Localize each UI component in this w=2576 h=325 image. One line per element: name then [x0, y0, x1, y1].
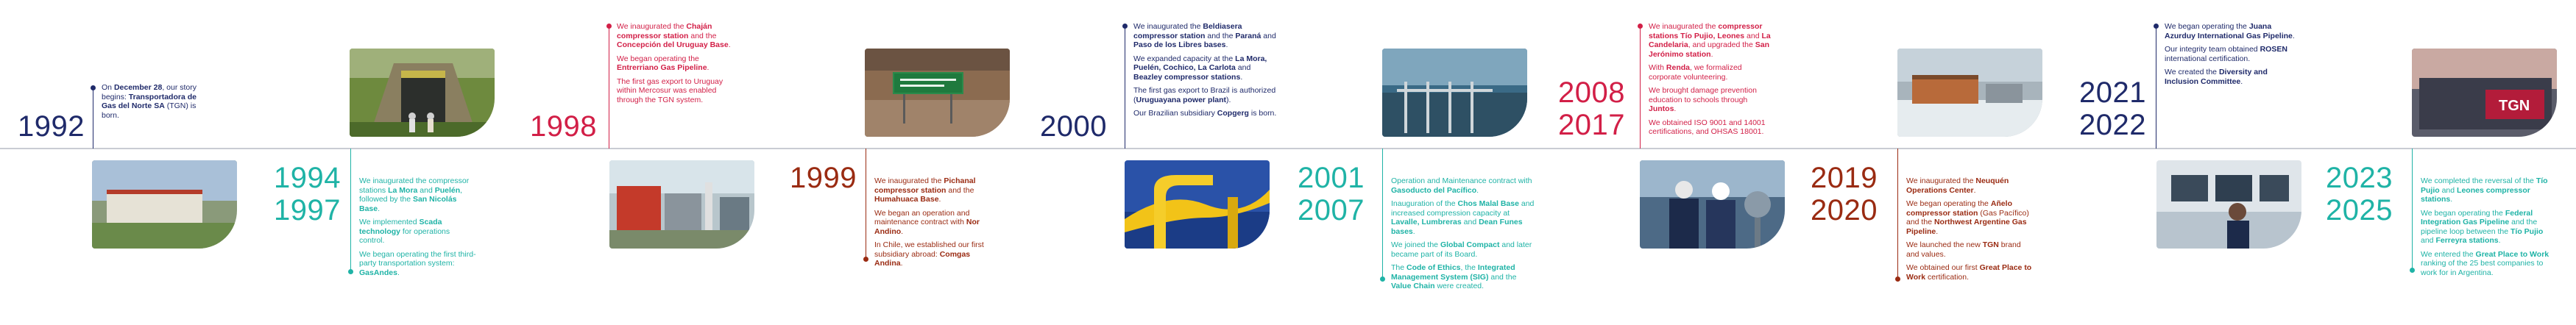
event-highlight: Neuquén Operations Center	[1906, 176, 2009, 195]
event-text: We inaugurated the	[1133, 22, 1203, 31]
event-text: We began operating the	[2421, 208, 2505, 218]
event-text: In Chile, we established our first subsidiary abroad:	[874, 240, 984, 259]
event-text: We inaugurated the	[1906, 176, 1976, 185]
year-range-2001-2007: 2001 2007	[1298, 162, 1365, 226]
year-1992: 1992	[18, 110, 85, 143]
photo-industrial-1998	[609, 160, 754, 249]
event-text: We inaugurated the	[1649, 22, 1719, 31]
event-highlight: Federal Integration Gas Pipeline	[2421, 208, 2533, 226]
event-text: .	[2450, 195, 2453, 204]
event-text: With	[1649, 63, 1666, 72]
event-highlight: Paraná	[1235, 31, 1262, 40]
event-highlight: ROSEN	[2260, 45, 2287, 54]
event-text: and	[1461, 218, 1479, 226]
stem-2001	[1382, 149, 1383, 279]
event-highlight: Juntos	[1649, 104, 1674, 113]
event-text: .	[1973, 185, 1976, 195]
event-text: and the	[688, 31, 717, 40]
event-paragraph	[1391, 176, 1538, 195]
photo-tgn-truck	[2412, 49, 2557, 137]
event-text: .	[1412, 226, 1415, 236]
event-highlight: Copgerg	[1217, 109, 1249, 118]
event-highlight: Tío Pujio	[2421, 176, 2548, 195]
event-text: We implemented	[359, 218, 420, 226]
timeline-axis	[0, 148, 2576, 149]
stem-2019	[1897, 149, 1898, 279]
event-text: .	[2292, 31, 2295, 40]
event-text: We inaugurated the compressor stations	[359, 176, 470, 195]
event-text: .	[1936, 226, 1939, 236]
event-text: Operation and Maintenance contract with	[1391, 176, 1532, 185]
event-text: We entered the	[2421, 249, 2476, 259]
event-text: .	[2240, 76, 2243, 86]
event-text: .	[707, 63, 710, 72]
photo-office-worker	[2156, 160, 2301, 249]
event-text: We began operating the first third-party transportation system:	[359, 249, 476, 268]
event-highlight: Transportadora de Gas del Norte SA	[102, 92, 197, 110]
photo-facility-top	[1382, 49, 1527, 137]
year-1998: 1998	[530, 110, 597, 143]
event-paragraph	[2165, 45, 2297, 63]
event-highlight: Global Compact	[1440, 240, 1500, 249]
event-text-2001	[1391, 176, 1538, 296]
event-text: .	[2498, 236, 2501, 245]
event-highlight: La Candelaria	[1649, 31, 1771, 49]
event-paragraph	[874, 240, 985, 268]
photo-compressor-1994	[92, 160, 237, 249]
event-paragraph	[2421, 209, 2557, 246]
event-text: (Gas Pacífico) and the	[1906, 208, 2029, 226]
event-text: and	[1235, 63, 1251, 72]
event-text: , followed by the	[359, 185, 463, 204]
event-highlight: Value Chain	[1391, 282, 1435, 290]
event-text: On	[102, 83, 114, 92]
event-text: .	[938, 195, 941, 204]
event-paragraph	[1391, 199, 1538, 236]
year-range-2008-2017: 2008 2017	[1558, 76, 1625, 141]
event-text: We began operating the	[617, 54, 699, 63]
dot-2000	[1122, 24, 1128, 29]
event-text: and the pipeline loop between the	[2421, 218, 2538, 236]
event-paragraph	[1133, 54, 1281, 82]
event-highlight: Concepción del Uruguay Base	[617, 40, 729, 49]
dot-2001	[1380, 276, 1385, 282]
event-highlight: Humahuaca Base	[874, 195, 939, 204]
event-highlight: Comgas Andina	[874, 249, 971, 268]
event-paragraph	[617, 54, 735, 73]
event-text: .	[378, 204, 381, 213]
event-text: We launched the new	[1906, 240, 1983, 249]
year-2000: 2000	[1040, 110, 1107, 143]
event-text: certification.	[1925, 272, 1970, 282]
event-paragraph	[1649, 63, 1774, 82]
event-highlight: Pichanal compressor station	[874, 176, 976, 195]
event-highlight: December 28	[113, 83, 163, 92]
photo-snowy-plant	[1897, 49, 2042, 137]
event-text-2021	[2165, 22, 2297, 90]
event-paragraph	[1391, 263, 1538, 291]
event-text-1999	[874, 176, 985, 273]
event-text: The first gas export to Uruguay within Mercosur was enabled through the TGN system.	[617, 76, 723, 104]
event-highlight: Tío Pujio	[2510, 226, 2544, 236]
event-text: We inaugurated the	[617, 22, 687, 31]
event-highlight: La Mora	[388, 185, 418, 195]
event-text: The first gas export to Brazil is authorized (	[1133, 86, 1276, 104]
event-text-2023	[2421, 176, 2557, 282]
event-highlight: Great Place to Work	[1906, 263, 2032, 282]
event-paragraph	[1906, 240, 2035, 259]
event-highlight: Entrerriano Gas Pipeline	[617, 63, 707, 72]
event-text: .	[1225, 40, 1228, 49]
event-paragraph	[1133, 86, 1281, 104]
event-paragraph	[874, 209, 985, 237]
event-highlight: TGN	[1982, 240, 1999, 249]
event-highlight: Dean Funes bases	[1391, 218, 1523, 236]
event-text: (TGN) is born.	[102, 101, 197, 120]
event-text: Our integrity team obtained	[2165, 45, 2260, 54]
event-text: and the	[1488, 272, 1517, 282]
event-paragraph	[1391, 240, 1538, 259]
event-paragraph	[1906, 263, 2035, 282]
dot-2019	[1895, 276, 1900, 282]
event-text: .	[397, 268, 400, 277]
event-highlight: Integrated Management System (SIG)	[1391, 263, 1515, 282]
dot-1999	[863, 257, 868, 262]
event-paragraph	[1133, 109, 1281, 118]
photo-workers	[1640, 160, 1785, 249]
year-range-1994-1997: 1994 1997	[274, 162, 341, 226]
event-paragraph	[1649, 86, 1774, 114]
event-highlight: Juana Azurduy International Gas Pipeline	[2165, 22, 2293, 40]
event-text: We began operating the	[1906, 199, 1991, 208]
event-text: were created.	[1434, 282, 1485, 290]
event-paragraph	[2165, 68, 2297, 86]
stem-2023	[2412, 149, 2413, 271]
event-text: brand and values.	[1906, 240, 2021, 259]
event-highlight: Puelén	[434, 185, 461, 195]
event-text: ranking of the 25 best companies to work for in Argentina.	[2421, 259, 2544, 277]
dot-1992	[91, 85, 96, 90]
event-text-1998	[617, 22, 735, 109]
photo-facility-gate	[350, 49, 495, 137]
dot-1998	[606, 24, 612, 29]
dot-1994	[348, 269, 353, 274]
photo-yellow-pipes	[1125, 160, 1270, 249]
event-text: .	[728, 40, 731, 49]
dot-2008	[1638, 24, 1643, 29]
event-text: .	[1710, 49, 1713, 59]
event-text: and the	[1205, 31, 1236, 40]
event-text: We obtained our first	[1906, 263, 1980, 272]
event-paragraph	[359, 218, 477, 246]
event-text: .	[1240, 72, 1243, 82]
event-text: , our story begins:	[102, 83, 197, 101]
year-range-2019-2020: 2019 2020	[1811, 162, 1878, 226]
event-text: , and upgraded the	[1688, 40, 1755, 49]
event-highlight: San Jerónimo station	[1649, 40, 1770, 59]
event-text: We brought damage prevention education to schools through	[1649, 86, 1757, 104]
year-range-2023-2025: 2023 2025	[2326, 162, 2393, 226]
event-highlight: Diversity and Inclusion Committee	[2165, 68, 2268, 86]
event-text: .	[1476, 185, 1479, 195]
year-range-2021-2022: 2021 2022	[2079, 76, 2146, 141]
event-text: , the	[1460, 263, 1478, 272]
event-highlight: Lavalle, Lumbreras	[1391, 218, 1462, 226]
event-highlight: Renda	[1666, 63, 1691, 72]
event-text: The	[1391, 263, 1407, 272]
event-text: We began an operation and maintenance contract with	[874, 208, 970, 226]
event-highlight: Gasoducto del Pacífico	[1391, 185, 1477, 195]
event-paragraph	[1649, 22, 1774, 59]
event-paragraph	[102, 83, 212, 120]
event-text: and	[1744, 31, 1762, 40]
event-text: .	[901, 226, 904, 236]
event-paragraph	[1133, 22, 1281, 50]
event-paragraph	[617, 77, 735, 105]
event-text: and	[2421, 236, 2436, 245]
dot-2021	[2154, 24, 2159, 29]
event-paragraph	[359, 176, 477, 213]
event-highlight: Beazley compressor stations	[1133, 72, 1241, 82]
dot-2023	[2410, 268, 2415, 273]
event-text: We inaugurated the	[874, 176, 944, 185]
event-highlight: compressor stations Tío Pujio, Leones	[1649, 22, 1763, 40]
event-text-2008	[1649, 22, 1774, 141]
event-paragraph	[2421, 250, 2557, 278]
event-highlight: La Mora, Puelén, Cochico, La Carlota	[1133, 54, 1267, 72]
event-paragraph	[2421, 176, 2557, 204]
event-text: and	[417, 185, 435, 195]
event-text-1992	[102, 83, 212, 124]
event-highlight: Scada technology	[359, 218, 442, 236]
event-text: and	[1261, 31, 1276, 40]
event-text-2019	[1906, 176, 2035, 286]
event-highlight: Paso de los Libres bases	[1133, 40, 1226, 49]
event-text: international certification.	[2165, 54, 2251, 63]
event-text: , we formalized corporate volunteering.	[1649, 63, 1742, 82]
event-highlight: Ferreyra stations	[2435, 236, 2499, 245]
event-highlight: Chaján compressor station	[617, 22, 712, 40]
event-text: Our Brazilian subsidiary	[1133, 109, 1217, 118]
event-highlight: GasAndes	[359, 268, 397, 277]
event-highlight: Beldiasera compressor station	[1133, 22, 1242, 40]
event-highlight: Uruguayana power plant	[1136, 95, 1227, 104]
event-paragraph	[617, 22, 735, 50]
event-text: .	[1674, 104, 1677, 113]
event-text: and increased compression capacity at	[1391, 199, 1535, 218]
year-1999: 1999	[790, 162, 857, 194]
event-highlight: Northwest Argentine Gas Pipeline	[1906, 218, 2027, 236]
event-paragraph	[2165, 22, 2297, 40]
event-highlight: Añelo compressor station	[1906, 199, 2012, 218]
event-highlight: Great Place to Work	[2475, 249, 2550, 259]
event-text: We began operating the	[2165, 22, 2249, 31]
event-text: ).	[1226, 95, 1231, 104]
event-text: for operations control.	[359, 226, 450, 245]
event-text: We joined the	[1391, 240, 1440, 249]
event-paragraph	[1906, 176, 2035, 195]
photo-border-sign	[865, 49, 1010, 137]
event-highlight: Leones compressor stations	[2421, 185, 2530, 204]
event-text: We completed the reversal of the	[2421, 176, 2536, 185]
event-text-1994	[359, 176, 477, 282]
event-text: Inauguration of the	[1391, 199, 1458, 208]
event-paragraph	[1649, 118, 1774, 137]
event-text-2000	[1133, 22, 1281, 123]
stem-2008	[1640, 26, 1641, 149]
event-text: and the	[946, 185, 974, 195]
event-highlight: Code of Ethics	[1406, 263, 1461, 272]
tgn-logo-text: TGN	[2499, 98, 2530, 114]
event-text: We expanded capacity at the	[1133, 54, 1236, 63]
event-highlight: Chos Malal Base	[1457, 199, 1519, 208]
event-text: .	[900, 259, 903, 268]
event-text: and	[2439, 185, 2458, 195]
event-paragraph	[874, 176, 985, 204]
event-text: We obtained ISO 9001 and 14001 certifications, and OHSAS 18001.	[1649, 118, 1766, 136]
stem-1994	[350, 149, 351, 272]
event-text: and later became part of its Board.	[1391, 240, 1532, 259]
event-highlight: Nor Andino	[874, 218, 980, 236]
event-highlight: San Nicolás Base	[359, 195, 457, 213]
event-paragraph	[359, 250, 477, 278]
event-text: We created the	[2165, 68, 2219, 76]
event-text: is born.	[1248, 109, 1277, 118]
event-paragraph	[1906, 199, 2035, 236]
